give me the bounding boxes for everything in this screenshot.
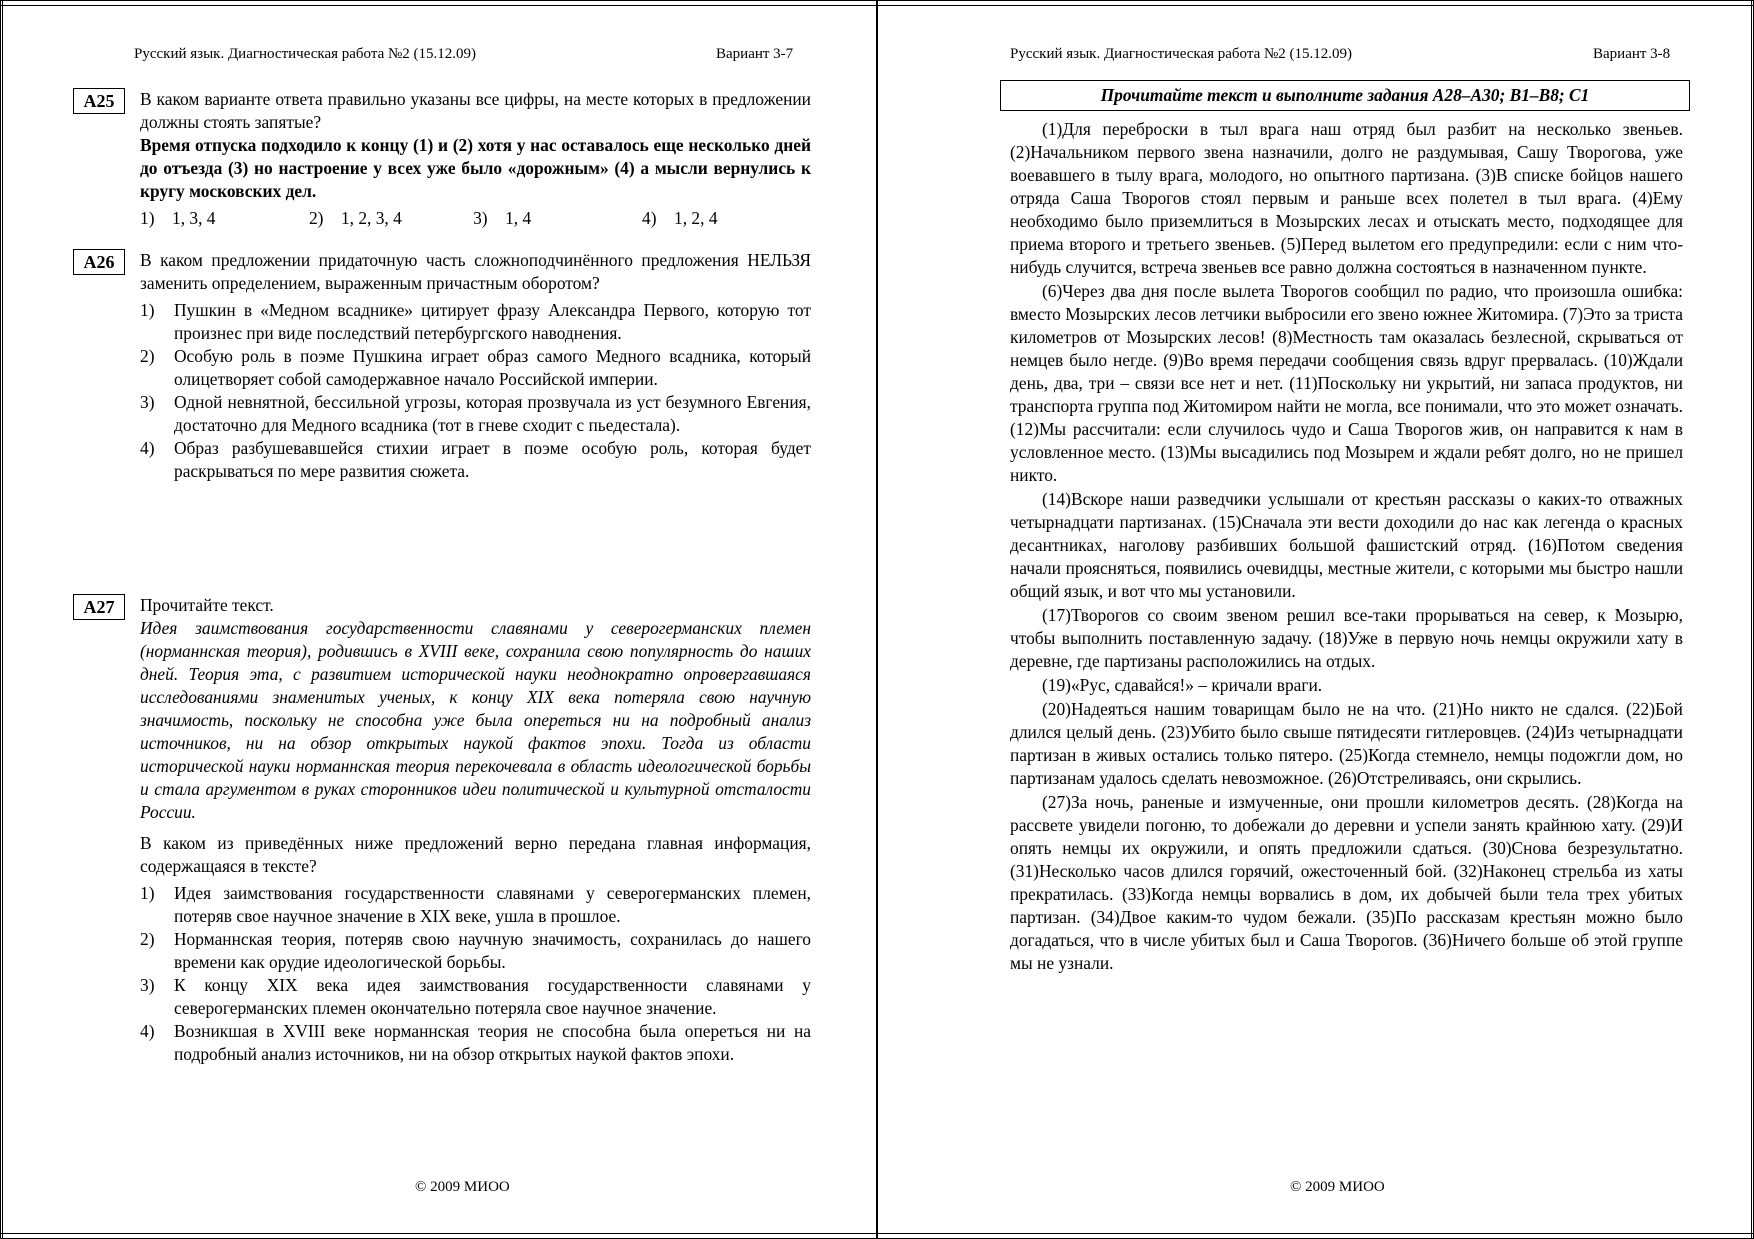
answer-option[interactable]: 4) 1, 2, 4 (642, 208, 718, 228)
page-header-variant: Вариант 3-8 (1593, 46, 1671, 62)
story-text (1010, 118, 1683, 976)
answer-option[interactable]: 1) Идея заимствования государственности славянами у северогерманских племен, потеряв свое научное значение в XIX веке, ушла в прошлое. (140, 883, 811, 926)
answer-options (140, 299, 811, 483)
page-footer: © 2009 МИОО (415, 1179, 510, 1195)
page-footer: © 2009 МИОО (1290, 1179, 1385, 1195)
page-header-variant: Вариант 3-7 (716, 46, 794, 62)
page-right (878, 0, 1751, 1239)
answer-options (140, 882, 811, 1066)
answer-option[interactable]: 3) К концу XIX века идея заимствования государственности славянами у северогерманских племен окончательно потеряла свое научное значение. (140, 975, 811, 1018)
task-body (140, 594, 811, 1066)
paragraph: (1)Для переброски в тыл врага наш отряд был разбит на несколько звеньев. (2)Начальником первого звена назначили, долго не раздумывая, Сашу Творогова, уже воевавшего в тылу врага, молодого, но опытного партизана. (3)В списке бойцов нашего отряда Саша Творогов стоял первым и раньше всех полетел в тыл врага. (4)Ему необходимо было приземлиться в Мозырских лесах и отыскать место, подходящее для приема второго и третьего звеньев. (5)Перед вылетом его предупредили: если с ним что-нибудь случится, встреча звеньев все равно должна состояться в назначенном пункте. (1010, 119, 1683, 277)
reading-passage: Идея заимствования государственности славянами у северогерманских племен (норманнская теория), родившись в XVIII веке, сохранила свою популярность до наших дней. Теория эта, с развитием исторической науки неоднократно опровергавшаяся исследованиями знаменитых ученых, к концу XIX века потеряла свою научную значимость, поскольку не способна уже была опереться ни на подробный анализ источников, ни на обзор открытых наукой фактов эпохи. Тогда из области исторической науки норманнская теория перекочевала в область идеологической борьбы и стала аргументом в руках сторонников идеи политической и культурной отсталости России. (140, 618, 811, 822)
task-body (140, 88, 811, 230)
task-id-badge: A27 (73, 594, 125, 620)
paragraph: (6)Через два дня после вылета Творогов сообщил по радио, что произошла ошибка: вместо Мозырских лесов летчики выбросили его звено южнее Житомира. (7)Это за триста километров от Мозырских лесов! (8)Местность там оказалась безлесной, скрываться от немцев было негде. (9)Во время передачи сообщения связь вдруг прервалась. (10)Ждали день, два, три – связи все нет и нет. (11)Поскольку ни укрытий, ни запаса продуктов, ни транспорта группа под Житомиром найти не могла, все понимали, что это может означать. (12)Мы рассчитали: если случилось чудо и Саша Творогов жив, он направится к нам в условленное место. (13)Мы высадились под Мозырем и ждали ребят долго, но не пришел никто. (1010, 281, 1683, 485)
task-id-badge: A26 (73, 249, 125, 275)
answer-option[interactable]: 2) 1, 2, 3, 4 (308, 208, 402, 228)
answer-option[interactable]: 4) Образ разбушевавшейся стихии играет в поэме особую роль, которая будет раскрываться по мере развития сюжета. (140, 438, 811, 481)
paragraph: (17)Творогов со своим звеном решил все-таки прорываться на север, к Мозырю, чтобы выполнить поставленную задачу. (18)Уже в первую ночь немцы окружили хату в деревне, где партизаны расположились на отдых. (1010, 605, 1683, 671)
task-question: В каком варианте ответа правильно указаны все цифры, на месте которых в предложении должны стоять запятые? (140, 89, 811, 132)
page-header-title: Русский язык. Диагностическая работа №2 (15.12.09) (1010, 46, 1353, 62)
task-id-badge: A25 (73, 88, 125, 114)
task-body (140, 249, 811, 483)
task-sentence: Время отпуска подходило к концу (1) и (2) хотя у нас оставалось еще несколько дней до отъезда (3) но настроение у всех уже было «дорожным» (4) а мысли вернулись к кругу московских дел. (140, 135, 811, 201)
paragraph: (20)Надеяться нашим товарищам было не на что. (21)Но никто не сдался. (22)Бой длился целый день. (23)Убито было свыше пятидесяти гитлеровцев. (24)Из четырнадцати партизан в живых остались только пятеро. (25)Когда стемнело, немцы подожгли дом, но партизанам удалось сделать невозможное. (26)Отстреливаясь, они скрылись. (1010, 699, 1683, 788)
paragraph: (19)«Рус, сдавайся!» – кричали враги. (1042, 675, 1323, 695)
answer-option[interactable]: 4) Возникшая в XVIII веке норманнская теория не способна была опереться ни на подробный анализ источников, ни на обзор открытых наукой фактов эпохи. (140, 1021, 811, 1064)
page-header-title: Русский язык. Диагностическая работа №2 (15.12.09) (134, 46, 477, 62)
answer-option[interactable]: 1) 1, 3, 4 (140, 208, 216, 228)
answer-options (140, 207, 811, 230)
task-question: В каком предложении придаточную часть сложноподчинённого предложения НЕЛЬЗЯ заменить определением, выраженным причастным оборотом? (140, 250, 811, 293)
instruction-banner: Прочитайте текст и выполните задания А28–А30; В1–В8; С1 (1000, 80, 1690, 111)
answer-option[interactable]: 3) Одной невнятной, бессильной угрозы, которая прозвучала из уст безумного Евгения, достаточно для Медного всадника (тот в гневе сходит с пьедестала). (140, 392, 811, 435)
answer-option[interactable]: 2) Норманнская теория, потеряв свою научную значимость, сохранилась до нашего времени как орудие идеологической борьбы. (140, 929, 811, 972)
answer-option[interactable]: 1) Пушкин в «Медном всаднике» цитирует фразу Александра Первого, которую тот произнес при виде последствий петербургского наводнения. (140, 300, 811, 343)
paragraph: (27)За ночь, раненые и измученные, они прошли километров десять. (28)Когда на рассвете увидели погоню, то добежали до деревни и успели занять крайнюю хату. (29)И опять немцы их окружили, и опять предложили сдаться. (30)Снова безрезультатно. (31)Несколько часов длился горячий, ожесточенный бой. (32)Наконец стрельба из хаты прекратилась. (33)Когда немцы ворвались в дом, их добычей были тела трех убитых партизан. (34)Двое каким-то чудом бежали. (35)По рассказам крестьян можно было догадаться, что в числе убитых был и Саша Творогов. (36)Ничего больше об этой группе мы не узнали. (1010, 792, 1683, 973)
answer-option[interactable]: 2) Особую роль в поэме Пушкина играет образ самого Медного всадника, который олицетворяет собой самодержавное начало Российской империи. (140, 346, 811, 389)
task-question: В каком из приведённых ниже предложений верно передана главная информация, содержащаяся в тексте? (140, 833, 811, 876)
task-intro: Прочитайте текст. (140, 595, 274, 615)
paragraph: (14)Вскоре наши разведчики услышали от крестьян рассказы о каких-то отважных четырнадцати партизанах. (15)Сначала эти вести доходили до нас как легенда о красных десантниках, наголову разбивших большой фашистский отряд. (16)Потом сведения начали проясняться, появились очевидцы, местные жители, с которыми мы быстро нашли общий язык, и вот что мы установили. (1010, 489, 1683, 601)
page-left (3, 0, 876, 1239)
answer-option[interactable]: 3) 1, 4 (473, 208, 532, 228)
